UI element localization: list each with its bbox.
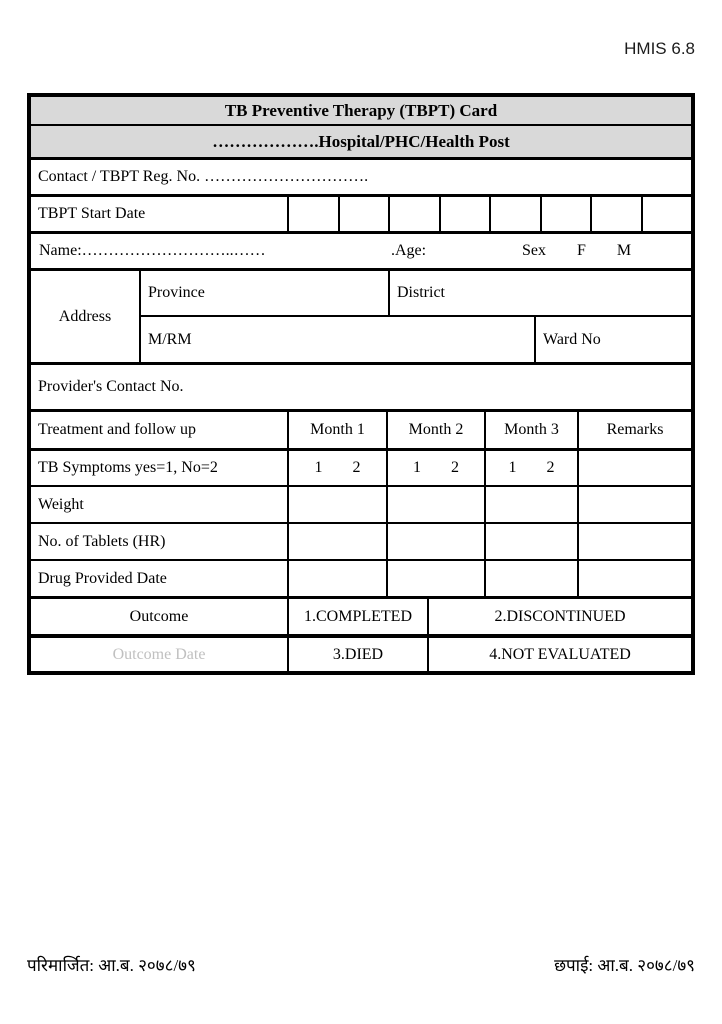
tablets-month3-cell	[484, 524, 577, 559]
tbpt-card-table	[27, 93, 695, 675]
address-row-province-district	[141, 271, 691, 317]
start-date-row	[31, 194, 691, 231]
start-date-box-7	[590, 197, 641, 231]
drug-date-row	[31, 559, 691, 596]
sex-group	[522, 242, 631, 260]
outcome-label-cell	[31, 599, 287, 634]
outcome-option-completed-cell	[287, 599, 427, 634]
hmis-version-label: HMIS 6.8	[624, 39, 695, 58]
start-date-box-4	[439, 197, 490, 231]
start-date-box-8	[641, 197, 692, 231]
outcome-option-not-evaluated-cell	[427, 638, 691, 671]
footer-printed-label: छपाई: आ.ब. २०७८/७९	[554, 956, 695, 975]
ward-cell	[536, 317, 691, 362]
month2-header-cell	[386, 412, 484, 448]
start-date-box-2	[338, 197, 389, 231]
symptom-option-no: 2	[546, 459, 555, 476]
tablets-month1-cell	[287, 524, 386, 559]
symptom-option-yes: 1	[508, 459, 517, 476]
tb-symptoms-month3-cell	[484, 451, 577, 485]
outcome-option-died-cell	[287, 638, 427, 671]
treatment-header-label-cell	[31, 412, 287, 448]
outcome-date-label: Outcome Date	[112, 645, 206, 663]
provider-contact-row	[31, 362, 691, 409]
tablets-remarks-cell	[577, 524, 691, 559]
drug-date-month2-cell	[386, 561, 484, 596]
treatment-header-row	[31, 409, 691, 448]
outcome-option-died: 3.DIED	[332, 645, 384, 663]
tb-symptoms-row	[31, 448, 691, 485]
card-title: TB Preventive Therapy (TBPT) Card	[224, 100, 498, 120]
tb-symptoms-month1-cell	[287, 451, 386, 485]
name-age-sex-row	[31, 231, 691, 268]
tablets-row	[31, 522, 691, 559]
symptom-option-no: 2	[352, 459, 361, 476]
age-label: .Age:	[391, 242, 427, 259]
tb-symptoms-remarks-cell	[577, 451, 691, 485]
provider-contact-label: Provider's Contact No.	[38, 378, 184, 395]
drug-date-month1-cell	[287, 561, 386, 596]
start-date-box-1	[287, 197, 338, 231]
drug-date-label: Drug Provided Date	[38, 569, 167, 587]
contact-reg-label: Contact / TBPT Reg. No. ………………………….	[38, 168, 369, 185]
outcome-label: Outcome	[129, 607, 189, 625]
tablets-label: No. of Tablets (HR)	[38, 532, 166, 550]
sex-label: Sex	[522, 242, 546, 259]
start-date-box-5	[489, 197, 540, 231]
footer-revised-label: परिमार्जित: आ.ब. २०७८/७९	[27, 956, 196, 975]
facility-label: ……………….Hospital/PHC/Health Post	[212, 131, 510, 151]
province-cell	[141, 271, 390, 315]
district-cell	[390, 271, 691, 315]
tb-symptoms-label-cell	[31, 451, 287, 485]
outcome-option-discontinued: 2.DISCONTINUED	[494, 607, 626, 625]
weight-label-cell	[31, 487, 287, 522]
tablets-label-cell	[31, 524, 287, 559]
month1-header: Month 1	[310, 421, 365, 438]
name-label: Name:………………………..……	[39, 242, 266, 259]
start-date-label-cell	[31, 197, 287, 231]
mrm-label: M/RM	[148, 330, 192, 348]
month3-header-cell	[484, 412, 577, 448]
page-footer	[27, 953, 695, 976]
district-label: District	[397, 284, 445, 301]
drug-date-remarks-cell	[577, 561, 691, 596]
remarks-header-cell	[577, 412, 691, 448]
symptom-option-yes: 1	[413, 459, 421, 476]
treatment-header-label: Treatment and follow up	[38, 421, 197, 438]
address-label: Address	[58, 307, 112, 325]
address-block	[31, 268, 691, 362]
contact-reg-row	[31, 157, 691, 194]
tb-symptoms-label: TB Symptoms yes=1, No=2	[38, 459, 218, 476]
month1-header-cell	[287, 412, 386, 448]
tb-symptoms-month2-cell	[386, 451, 484, 485]
facility-row	[31, 124, 691, 157]
month2-header: Month 2	[408, 421, 464, 438]
drug-date-month3-cell	[484, 561, 577, 596]
weight-label: Weight	[38, 495, 84, 513]
tablets-month2-cell	[386, 524, 484, 559]
address-row-mrm-ward	[141, 317, 691, 362]
outcome-option-discontinued-cell	[427, 599, 691, 634]
outcome-option-not-evaluated: 4.NOT EVALUATED	[489, 645, 631, 663]
card-title-row	[31, 97, 691, 124]
address-fields	[141, 271, 691, 362]
mrm-cell	[141, 317, 536, 362]
sex-option-female: F	[577, 242, 586, 259]
outcome-row	[31, 596, 691, 634]
sex-option-male: M	[616, 242, 632, 259]
outcome-option-completed: 1.COMPLETED	[304, 607, 412, 625]
weight-row	[31, 485, 691, 522]
weight-remarks-cell	[577, 487, 691, 522]
start-date-box-3	[388, 197, 439, 231]
drug-date-label-cell	[31, 561, 287, 596]
address-label-cell	[31, 271, 141, 362]
remarks-header: Remarks	[606, 421, 664, 438]
symptom-option-yes: 1	[314, 459, 323, 476]
ward-label: Ward No	[543, 330, 601, 348]
start-date-box-6	[540, 197, 591, 231]
outcome-date-row	[31, 634, 691, 671]
month3-header: Month 3	[504, 421, 559, 438]
weight-month1-cell	[287, 487, 386, 522]
weight-month3-cell	[484, 487, 577, 522]
weight-month2-cell	[386, 487, 484, 522]
start-date-label: TBPT Start Date	[38, 205, 146, 222]
symptom-option-no: 2	[451, 459, 459, 476]
outcome-date-label-cell	[31, 638, 287, 671]
province-label: Province	[148, 284, 205, 301]
